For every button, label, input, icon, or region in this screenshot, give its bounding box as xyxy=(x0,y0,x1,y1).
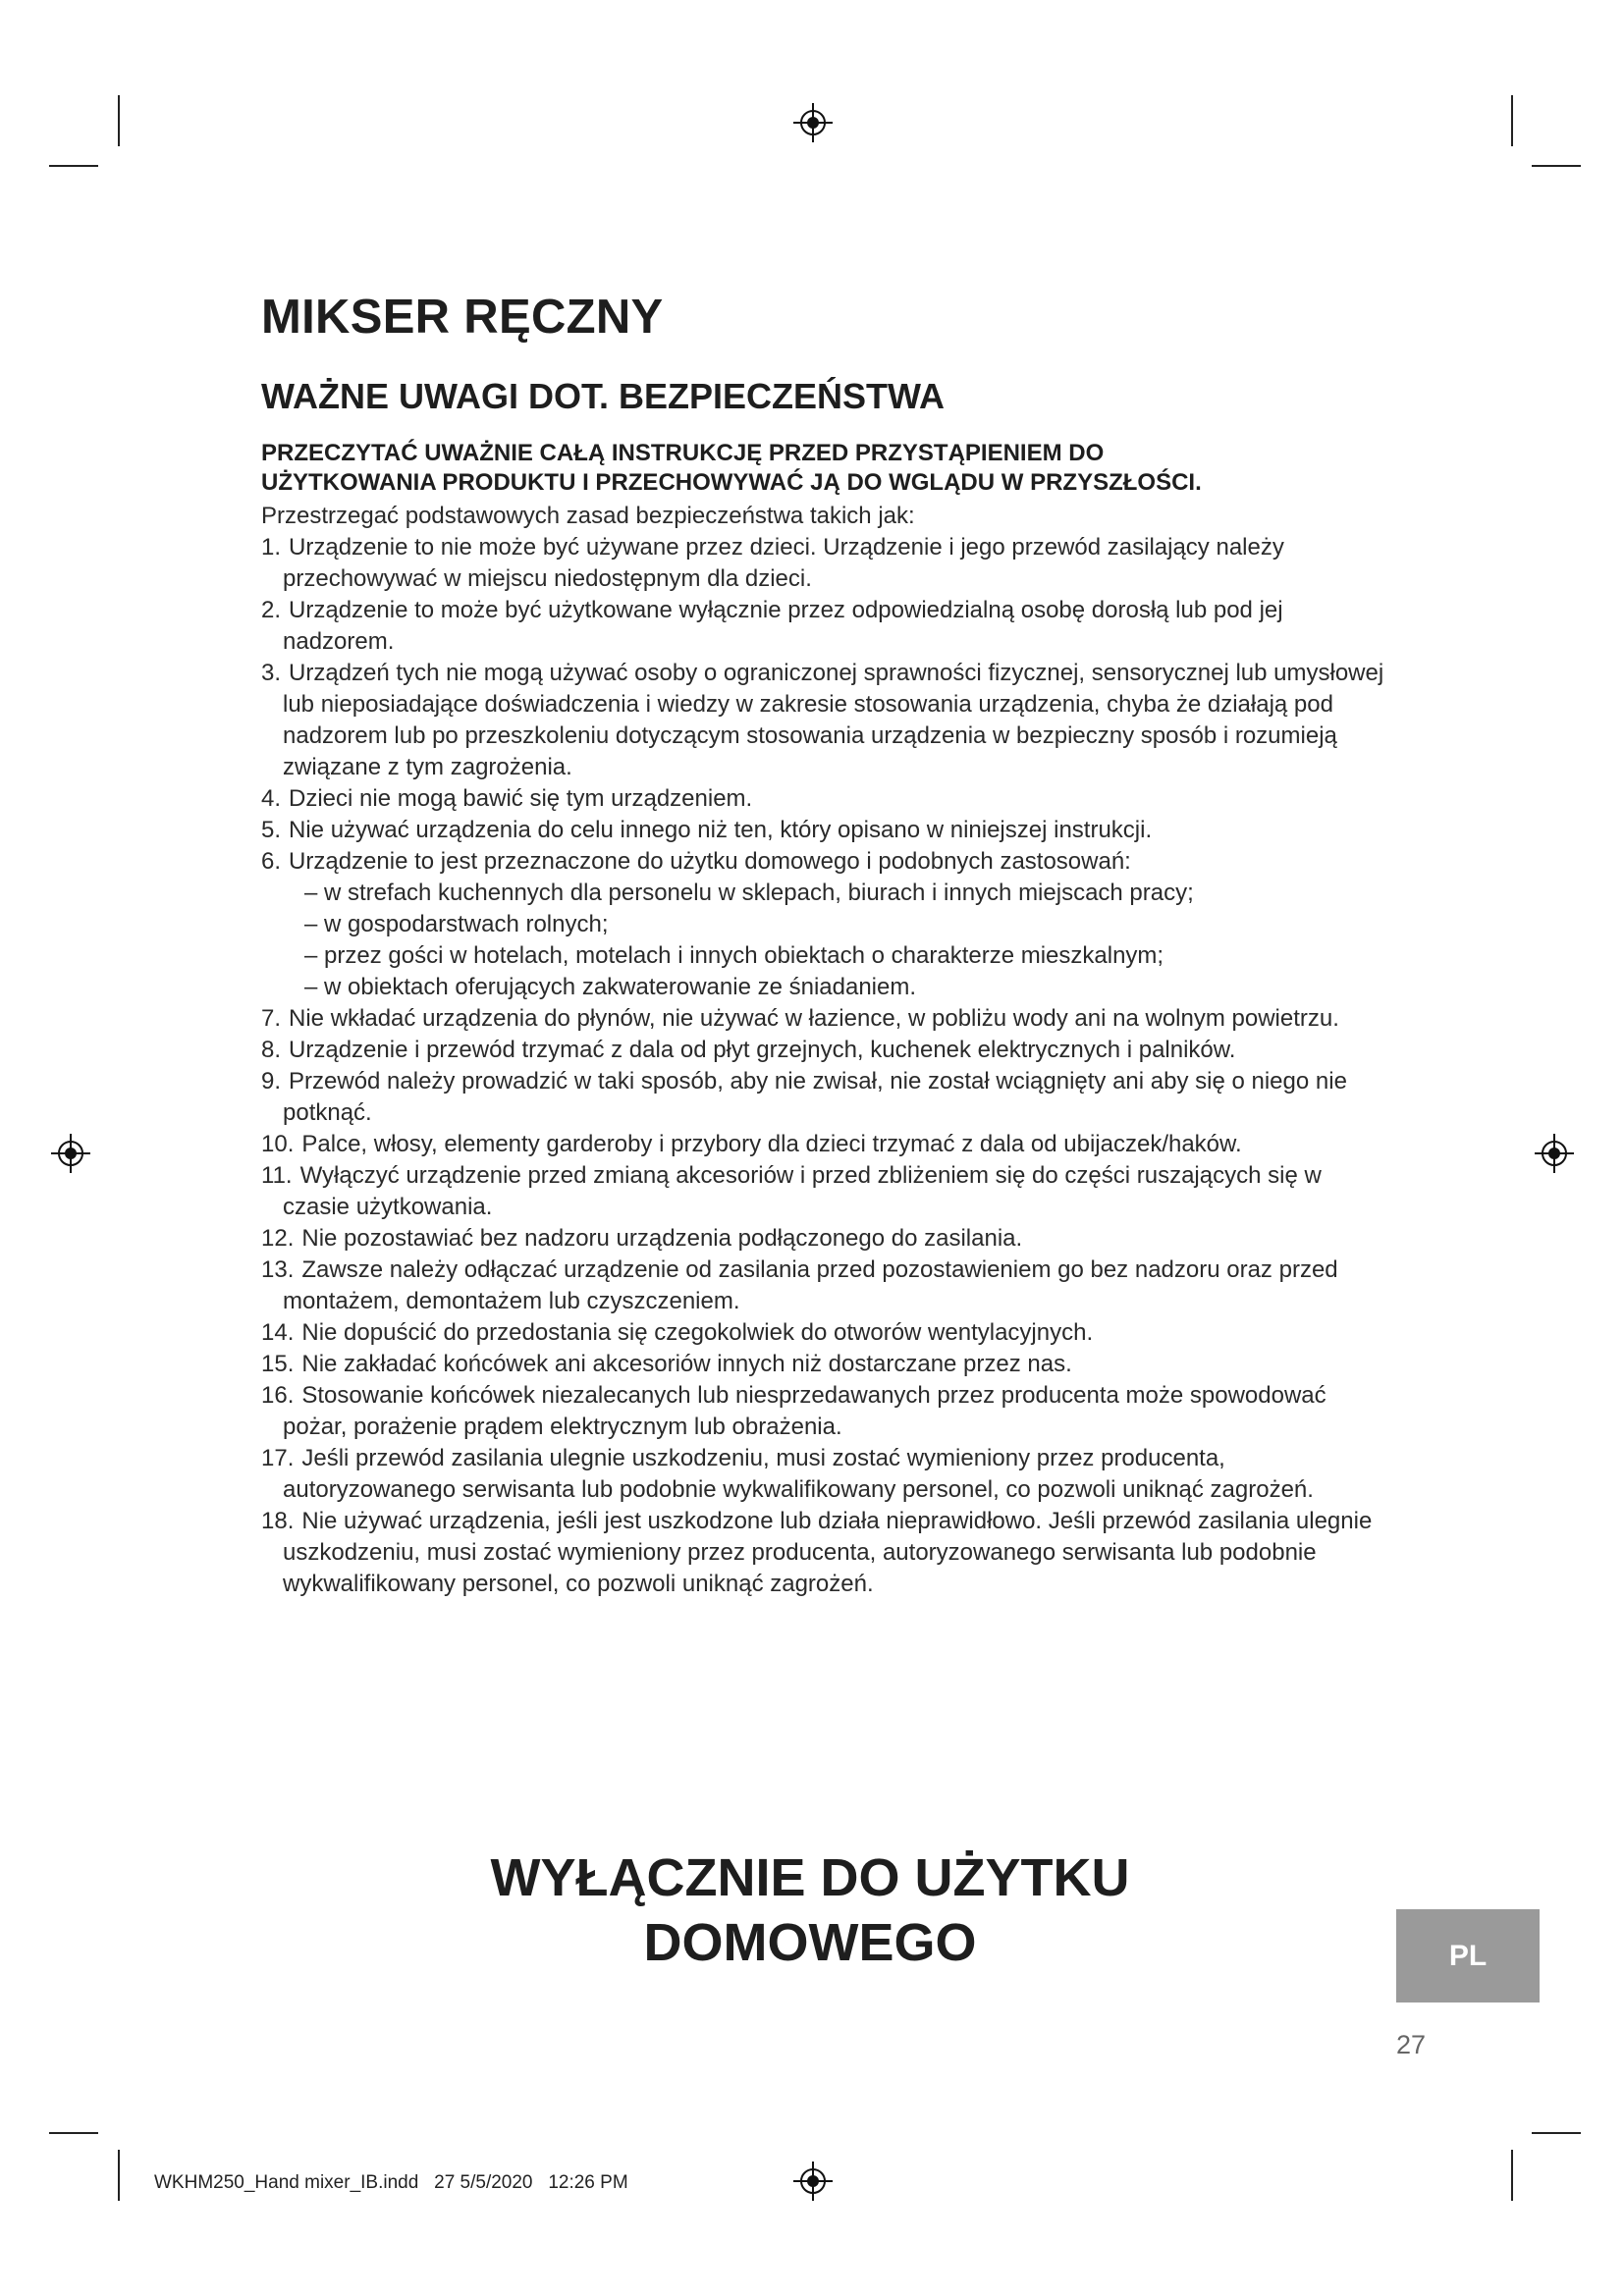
registration-mark-icon xyxy=(793,103,833,142)
crop-mark xyxy=(49,2132,98,2134)
registration-mark-icon xyxy=(51,1134,90,1173)
item-text: Urządzenie to nie może być używane przez dzieci. Urządzenie i jego przewód zasilający należy przechowywać w miejscu niedostępnym dla dzieci. xyxy=(283,534,1284,592)
crop-mark xyxy=(118,95,120,146)
item-number: 2. xyxy=(261,597,282,623)
item-number: 15. xyxy=(261,1351,295,1377)
item-number: 13. xyxy=(261,1256,295,1283)
print-slug: WKHM250_Hand mixer_IB.indd 27 5/5/2020 12:26 PM xyxy=(154,2172,628,2193)
warning-text xyxy=(261,439,1400,498)
warning-line: PRZECZYTAĆ UWAŻNIE CAŁĄ INSTRUKCJĘ PRZED PRZYSTĄPIENIEM DO xyxy=(261,440,1105,466)
warning-line: UŻYTKOWANIA PRODUKTU I PRZECHOWYWAĆ JĄ DO WGLĄDU W PRZYSZŁOŚCI. xyxy=(261,469,1202,496)
item-number: 9. xyxy=(261,1068,282,1095)
item-number: 5. xyxy=(261,817,282,843)
item-text: Dzieci nie mogą bawić się tym urządzeniem. xyxy=(289,785,753,812)
list-item xyxy=(261,1317,1390,1349)
item-number: 6. xyxy=(261,848,282,875)
item-number: 4. xyxy=(261,785,282,812)
sub-item: – w gospodarstwach rolnych; xyxy=(304,911,609,937)
item-text: Nie używać urządzenia, jeśli jest uszkodzone lub działa nieprawidłowo. Jeśli przewód zasilania ulegnie uszkodzeniu, musi zostać wymieniony przez producenta, autoryzowanego serwisanta lub podobnie wykwalifikowany personel, co pozwoli uniknąć zagrożeń. xyxy=(283,1508,1373,1597)
item-text: Urządzeń tych nie mogą używać osoby o ograniczonej sprawności fizycznej, sensorycznej lub umysłowej lub nieposiadające doświadczenia i wiedzy w zakresie stosowania urządzenia, chyba że działają pod nadzorem lub po przeszkoleniu dotyczącym stosowania urządzenia w bezpieczny sposób i rozumieją związane z tym zagrożenia. xyxy=(283,660,1384,780)
registration-mark-icon xyxy=(1535,1134,1574,1173)
item-text: Przewód należy prowadzić w taki sposób, aby nie zwisał, nie został wciągnięty ani aby się o niego nie potknąć. xyxy=(283,1068,1347,1126)
item-text: Urządzenie i przewód trzymać z dala od płyt grzejnych, kuchenek elektrycznych i palników. xyxy=(289,1037,1236,1063)
list-item xyxy=(261,783,1390,815)
page-title: MIKSER RĘCZNY xyxy=(261,291,664,344)
item-text: Nie dopuścić do przedostania się czegokolwiek do otworów wentylacyjnych. xyxy=(301,1319,1094,1346)
item-text: Jeśli przewód zasilania ulegnie uszkodzeniu, musi zostać wymieniony przez producenta, autoryzowanego serwisanta lub podobnie wykwalifikowany personel, co pozwoli uniknąć zagrożeń. xyxy=(283,1445,1314,1503)
item-number: 16. xyxy=(261,1382,295,1409)
list-item xyxy=(261,532,1390,595)
sub-item: – przez gości w hotelach, motelach i innych obiektach o charakterze mieszkalnym; xyxy=(304,942,1164,969)
list-item xyxy=(261,658,1390,783)
crop-mark xyxy=(1511,95,1513,146)
item-number: 12. xyxy=(261,1225,295,1252)
crop-mark xyxy=(1532,2132,1581,2134)
sub-item: – w strefach kuchennych dla personelu w sklepach, biurach i innych miejscach pracy; xyxy=(304,880,1194,906)
item-number: 17. xyxy=(261,1445,295,1471)
registration-mark-icon xyxy=(793,2162,833,2201)
list-item xyxy=(261,1380,1390,1443)
list-item xyxy=(261,846,1390,1003)
list-item xyxy=(261,1160,1390,1223)
item-text: Wyłączyć urządzenie przed zmianą akcesoriów i przed zbliżeniem się do części ruszających się w czasie użytkowania. xyxy=(283,1162,1322,1220)
item-text: Zawsze należy odłączać urządzenie od zasilania przed pozostawieniem go bez nadzoru oraz przed montażem, demontażem lub czyszczeniem. xyxy=(283,1256,1338,1314)
list-item xyxy=(261,815,1390,846)
crop-mark xyxy=(1532,165,1581,167)
list-item xyxy=(261,1223,1390,1255)
list-item xyxy=(261,1035,1390,1066)
list-item xyxy=(261,1506,1390,1600)
safety-rules-list xyxy=(261,532,1390,1600)
item-text: Urządzenie to jest przeznaczone do użytku domowego i podobnych zastosowań: xyxy=(289,848,1131,875)
crop-mark xyxy=(1511,2150,1513,2201)
heading-line: DOMOWEGO xyxy=(643,1913,977,1972)
list-item xyxy=(261,1129,1390,1160)
item-text: Stosowanie końcówek niezalecanych lub niesprzedawanych przez producenta może spowodować pożar, porażenie prądem elektrycznym lub obrażenia. xyxy=(283,1382,1326,1440)
item-text: Nie pozostawiać bez nadzoru urządzenia podłączonego do zasilania. xyxy=(301,1225,1023,1252)
item-text: Nie zakładać końcówek ani akcesoriów innych niż dostarczane przez nas. xyxy=(301,1351,1072,1377)
list-item xyxy=(261,1066,1390,1129)
item-number: 1. xyxy=(261,534,282,561)
language-tab: PL xyxy=(1396,1909,1540,2002)
item-number: 11. xyxy=(261,1162,293,1189)
intro-text: Przestrzegać podstawowych zasad bezpieczeństwa takich jak: xyxy=(261,503,915,529)
domestic-use-heading xyxy=(373,1845,1247,1975)
list-item xyxy=(261,595,1390,658)
item-number: 7. xyxy=(261,1005,282,1032)
list-item xyxy=(261,1255,1390,1317)
crop-mark xyxy=(49,165,98,167)
item-number: 18. xyxy=(261,1508,295,1534)
list-item xyxy=(261,1349,1390,1380)
sub-item: – w obiektach oferujących zakwaterowanie ze śniadaniem. xyxy=(304,974,917,1000)
list-item xyxy=(261,1003,1390,1035)
item-number: 14. xyxy=(261,1319,295,1346)
page-number: 27 xyxy=(1396,2030,1427,2059)
item-text: Nie używać urządzenia do celu innego niż ten, który opisano w niniejszej instrukcji. xyxy=(289,817,1153,843)
item-number: 3. xyxy=(261,660,282,686)
item-text: Urządzenie to może być użytkowane wyłącznie przez odpowiedzialną osobę dorosłą lub pod jej nadzorem. xyxy=(283,597,1283,655)
crop-mark xyxy=(118,2150,120,2201)
item-number: 8. xyxy=(261,1037,282,1063)
item-text: Nie wkładać urządzenia do płynów, nie używać w łazience, w pobliżu wody ani na wolnym powietrzu. xyxy=(289,1005,1339,1032)
item-number: 10. xyxy=(261,1131,295,1157)
item-text: Palce, włosy, elementy garderoby i przybory dla dzieci trzymać z dala od ubijaczek/haków. xyxy=(301,1131,1242,1157)
list-item xyxy=(261,1443,1390,1506)
heading-line: WYŁĄCZNIE DO UŻYTKU xyxy=(490,1848,1130,1907)
section-title: WAŻNE UWAGI DOT. BEZPIECZEŃSTWA xyxy=(261,376,946,416)
